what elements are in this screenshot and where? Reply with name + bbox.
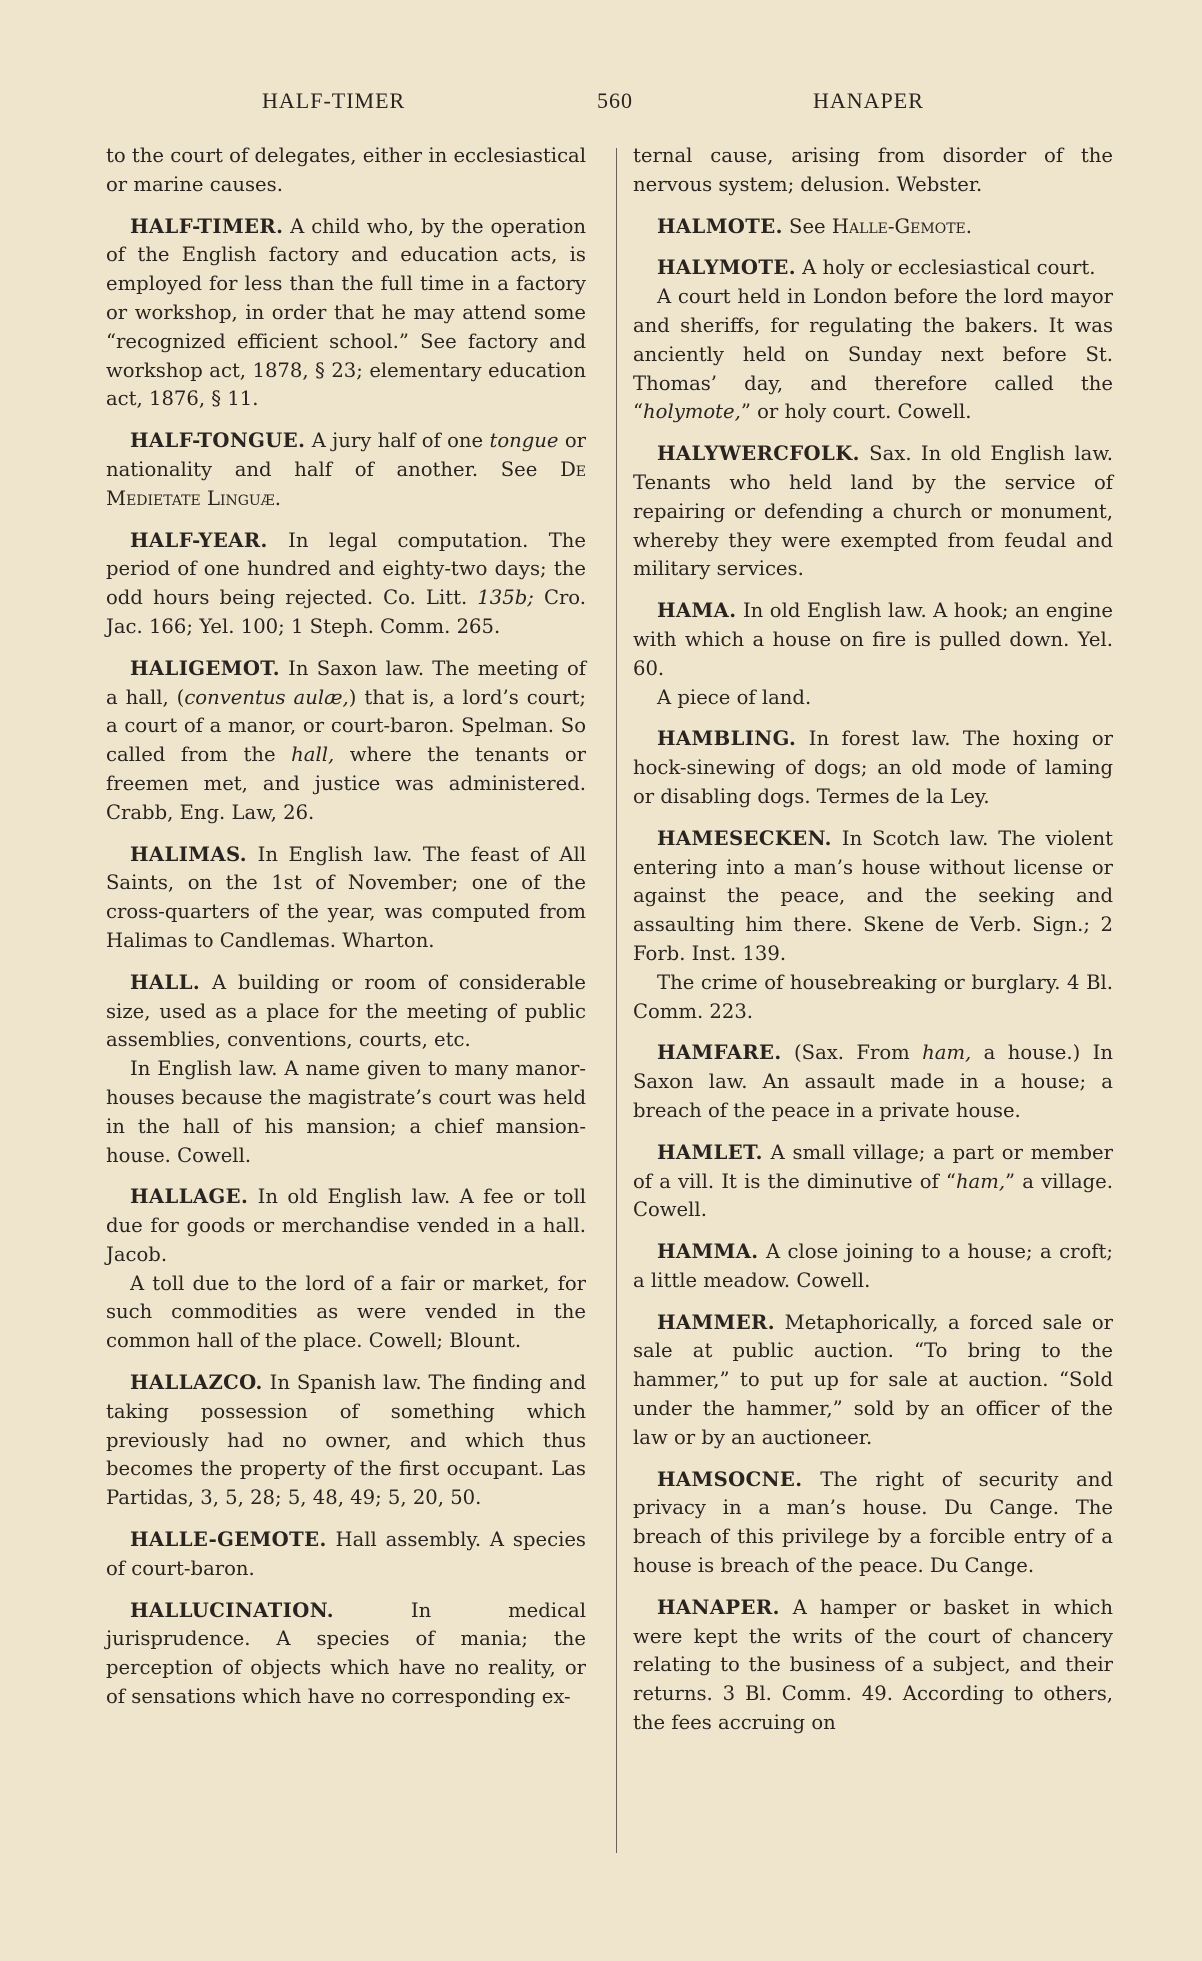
entry-haligemot bbox=[106, 655, 586, 828]
definition: A hamper or basket in which were kept the writs of the court of chancery relating to the business of a subject, and their returns. 3 Bl. Comm. 49. According to others, the fees accruing on bbox=[633, 1595, 1113, 1735]
definition: In old English law. A fee or toll due for goods or merchandise vended in a hall. Jacob. bbox=[106, 1185, 586, 1266]
entry-continuation bbox=[106, 142, 586, 200]
definition: In Saxon law. The meeting of a hall, ( bbox=[106, 656, 586, 709]
definition: A close joining to a house; a croft; a little meadow. Cowell. bbox=[633, 1240, 1113, 1292]
definition: In old English law. A hook; an engine with which a house on fire is pulled down. Yel. 60. bbox=[633, 599, 1114, 680]
entry-hallazco bbox=[106, 1369, 586, 1513]
entry-halymote bbox=[633, 254, 1113, 427]
headword: HAMLET. bbox=[657, 1140, 763, 1164]
definition: Sax. In old English law. Tenants who held land by the service of repairing or defending a church or monument, whereby they were exempted from feudal and military services. bbox=[633, 442, 1114, 581]
definition: In forest law. The hoxing or hock-sinewing of dogs; an old mode of laming or disabling dogs. Termes de la Ley. bbox=[633, 727, 1114, 808]
headword: HALLUCINATION. bbox=[130, 1598, 334, 1622]
entry-halywercfolk bbox=[633, 440, 1113, 584]
definition-paragraph: In English law. A name given to many manor-houses because the magistrate’s court was held in the hall of his mansion; a chief mansion-house. Cowell. bbox=[106, 1057, 586, 1167]
definition: The right of security and privacy in a man’s house. Du Cange. The breach of this privilege by a forcible entry of a house is breach of the peace. Du Cange. bbox=[633, 1467, 1114, 1578]
headword: HAMFARE. bbox=[657, 1041, 782, 1065]
cross-reference: Halle-Gemote. bbox=[831, 214, 972, 238]
definition: A child who, by the operation of the English factory and education acts, is employed for less than the full time in a factory or workshop, in order that he may attend some “recognized efficient school.” See factory and workshop act, 1878, § 23; elementary education act, 1876, § 11. bbox=[106, 214, 586, 411]
headword: HAMA. bbox=[657, 599, 737, 623]
italic-term: conventus aulæ, bbox=[184, 685, 349, 709]
entry-hambling bbox=[633, 725, 1113, 811]
entry-halle-gemote bbox=[106, 1526, 586, 1584]
italic-term: hall, bbox=[291, 743, 335, 767]
italic-term: ham, bbox=[922, 1041, 972, 1065]
entry-halmote bbox=[633, 213, 1113, 242]
definition: A holy or ecclesiastical court. bbox=[802, 256, 1096, 280]
entry-hammer bbox=[633, 1309, 1113, 1453]
entry-hall bbox=[106, 969, 586, 1171]
definition: Hall assembly. A species of court-baron. bbox=[106, 1528, 586, 1580]
definition-cont: ) that is, a lord’s court; a court of a manor, or court-baron. Spelman. So called from the bbox=[106, 685, 586, 767]
definition-paragraph: A piece of land. bbox=[657, 685, 812, 709]
headword: HAMSOCNE. bbox=[657, 1467, 803, 1491]
cross-reference: De Medietate Linguæ. bbox=[106, 457, 586, 510]
definition-cont: ” or holy court. Cowell. bbox=[740, 400, 972, 424]
definition: Metaphorically, a forced sale or sale at public auction. “To bring to the hammer,” to put up for sale at auction. “Sold under the hammer,” sold by an officer of the law or by an auctioneer. bbox=[633, 1310, 1113, 1449]
headword: HALYWERCFOLK. bbox=[657, 442, 860, 466]
column-divider bbox=[616, 148, 617, 1853]
definition-paragraph: A toll due to the lord of a fair or market, for such commodities as were vended in the common hall of the place. Cowell; Blount. bbox=[106, 1271, 586, 1353]
headword: HAMMER. bbox=[657, 1310, 775, 1334]
headword: HALIGEMOT. bbox=[130, 656, 280, 680]
headword: HALLAGE. bbox=[130, 1185, 249, 1209]
headword: HAMESECKEN. bbox=[657, 826, 832, 850]
italic-term: tongue bbox=[489, 429, 559, 453]
page-number: 560 bbox=[597, 88, 633, 113]
headword: HALF-TIMER. bbox=[130, 214, 284, 238]
definition: (Sax. From bbox=[794, 1041, 910, 1065]
headword: HAMMA. bbox=[657, 1240, 759, 1264]
italic-term: ham, bbox=[955, 1169, 1006, 1193]
italic-term: holymote, bbox=[643, 400, 741, 424]
entry-halimas bbox=[106, 841, 586, 956]
entry-hamsocne bbox=[633, 1466, 1113, 1581]
entry-text: ternal cause, arising from disorder of the nervous system; delusion. Webster. bbox=[633, 144, 1113, 196]
right-column bbox=[633, 142, 1113, 1751]
headword: HANAPER. bbox=[657, 1595, 780, 1619]
entry-hallage bbox=[106, 1183, 586, 1356]
entry-half-tongue bbox=[106, 427, 586, 513]
entry-hamlet bbox=[633, 1139, 1113, 1225]
left-column bbox=[106, 142, 586, 1725]
entry-hamesecken bbox=[633, 825, 1113, 1027]
headword: HALLAZCO. bbox=[130, 1371, 263, 1395]
headword: HALF-TONGUE. bbox=[130, 429, 306, 453]
definition: In English law. The feast of All Saints, on the 1st of November; one of the cross-quarters of the year, was computed from Halimas to Candlemas. Wharton. bbox=[106, 842, 587, 952]
definition-cont: a house.) In Saxon law. An assault made in a house; a breach of the peace in a private house. bbox=[633, 1041, 1114, 1122]
entry-hanaper bbox=[633, 1594, 1113, 1738]
entry-hama bbox=[633, 597, 1113, 712]
definition-cont: where the tenants or freemen met, and justice was administered. Crabb, Eng. Law, 26. bbox=[106, 743, 587, 824]
definition: See bbox=[789, 214, 826, 238]
definition-cont: Cro. Jac. 166; Yel. 100; 1 Steph. Comm. 265. bbox=[106, 586, 586, 638]
headword: HALYMOTE. bbox=[657, 256, 796, 280]
entry-half-year bbox=[106, 527, 586, 642]
running-head bbox=[0, 88, 1202, 118]
headword: HALF-YEAR. bbox=[130, 528, 268, 552]
headword: HALMOTE. bbox=[657, 214, 783, 238]
definition-cont: or nationality and half of another. See bbox=[106, 429, 587, 481]
definition: In medical jurisprudence. A species of mania; the perception of objects which have no reality, or of sensations which have no corresponding ex- bbox=[106, 1598, 586, 1709]
entry-half-timer bbox=[106, 213, 586, 415]
definition: A jury half of one bbox=[311, 429, 484, 453]
headword: HALL. bbox=[130, 970, 201, 994]
entry-text: to the court of delegates, either in ecclesiastical or marine causes. bbox=[106, 144, 586, 196]
running-head-right: HANAPER bbox=[813, 88, 924, 113]
definition: In Spanish law. The finding and taking possession of something which previously had no owner, and which thus becomes the property of the first occupant. Las Partidas, 3, 5, 28; 5, 48, 49; 5, 20, 50. bbox=[106, 1371, 586, 1510]
headword: HALLE-GEMOTE. bbox=[130, 1528, 327, 1552]
definition-paragraph: The crime of housebreaking or burglary. 4 Bl. Comm. 223. bbox=[633, 970, 1113, 1023]
headword: HALIMAS. bbox=[130, 842, 248, 866]
entry-hamfare bbox=[633, 1039, 1113, 1125]
entry-continuation bbox=[633, 142, 1113, 200]
definition: A building or room of considerable size, used as a place for the meeting of public assemblies, conventions, courts, etc. bbox=[106, 970, 586, 1052]
definition: In Scotch law. The violent entering into a man’s house without license or against the peace, and the seeking and assaulting him there. Skene de Verb. Sign.; 2 Forb. Inst. 139. bbox=[633, 826, 1114, 965]
definition: A small village; a part or member of a vill. It is the diminutive of “ bbox=[633, 1140, 1113, 1193]
definition-paragraph: A court held in London before the lord mayor and sheriffs, for regulating the bakers. It was anciently held on Sunday next before St. Thomas’ day, and therefore called the “ bbox=[633, 285, 1113, 424]
entry-hamma bbox=[633, 1238, 1113, 1296]
definition: In legal computation. The period of one hundred and eighty-two days; the odd hours being rejected. Co. Litt. bbox=[106, 528, 586, 610]
definition-cont: ” a village. Cowell. bbox=[633, 1169, 1113, 1222]
headword: HAMBLING. bbox=[657, 727, 797, 751]
entry-hallucination bbox=[106, 1597, 586, 1712]
italic-term: 135b; bbox=[477, 586, 534, 610]
running-head-left: HALF-TIMER bbox=[262, 88, 406, 113]
